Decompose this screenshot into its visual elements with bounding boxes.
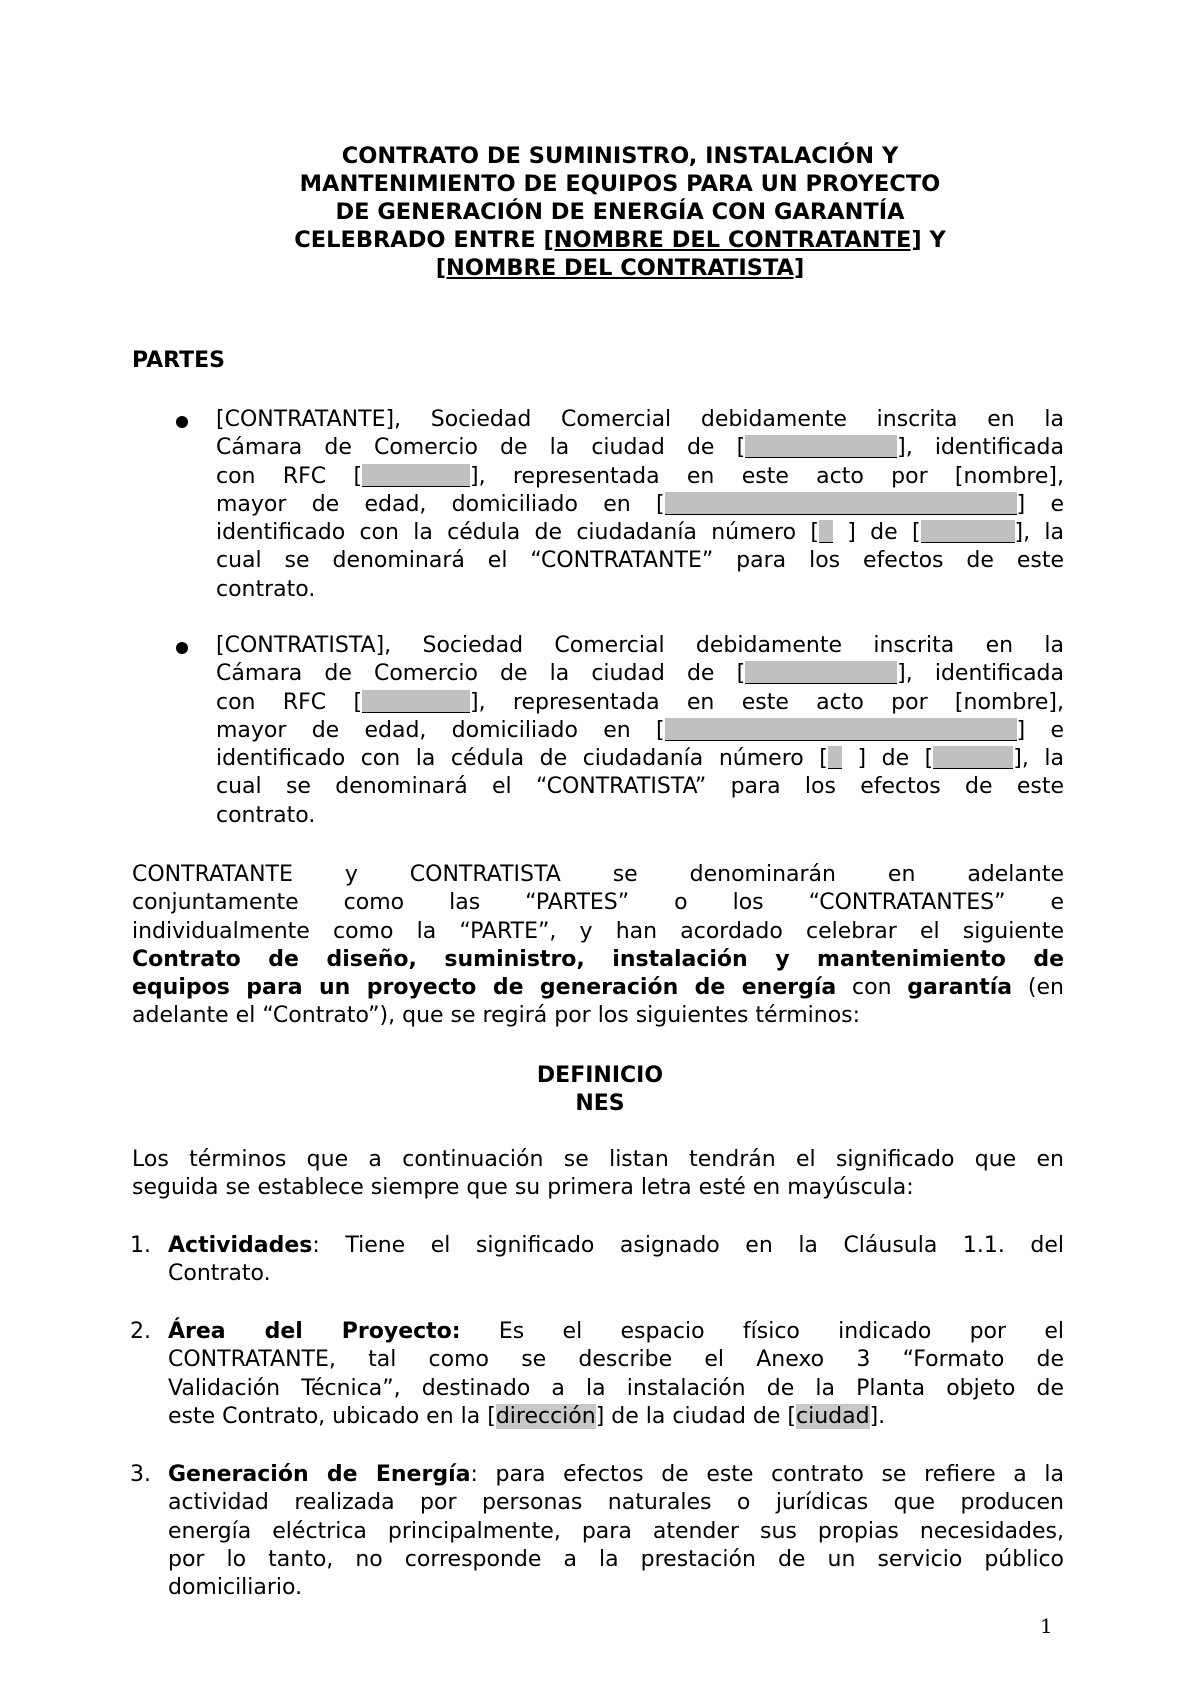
party-contratante: [CONTRATANTE], Sociedad Comercial debidamente inscrita en la Cámara de Comercio de la ciudad de [ ], identificada con RFC [ ], representada en este acto por [nombre], mayor de edad, domiciliado en [ ] e identificado con la cédula de ciudadanía número [ ] de [ ], la cual se denominará el “CONTRATANTE” para los efectos de este contrato. <box>216 407 1065 602</box>
direccion-placeholder[interactable]: dirección <box>495 1403 596 1429</box>
title-line: CONTRATO DE SUMINISTRO, INSTALACIÓN Y <box>341 143 899 169</box>
title-line: DE GENERACIÓN DE ENERGÍA CON GARANTÍA <box>335 199 905 225</box>
title-line <box>250 254 990 282</box>
title-line: MANTENIMIENTO DE EQUIPOS PARA UN PROYECTO <box>299 171 941 197</box>
definition-area-del-proyecto: Área del Proyecto: Es el espacio físico indicado por el CONTRATANTE, tal como se describe el Anexo 3 “Formato de Validación Técnica”, destinado a la instalación de la Planta objeto de este Contrato, ubicado en la [dirección] de la ciudad de [ciudad]. <box>168 1319 1064 1429</box>
bullet-icon <box>176 642 188 654</box>
city-blank-field[interactable] <box>745 435 897 458</box>
address-blank-field[interactable] <box>665 492 1017 515</box>
contratista-name-placeholder: [NOMBRE DEL CONTRATISTA] <box>435 255 805 281</box>
id-city-blank-field[interactable] <box>933 746 1013 769</box>
party-contratista: [CONTRATISTA], Sociedad Comercial debidamente inscrita en la Cámara de Comercio de la ciudad de [ ], identificada con RFC [ ], representada en este acto por [nombre], mayor de edad, domiciliado en [ ] e identificado con la cédula de ciudadanía número [ ] de [ ], la cual se denominará el “CONTRATISTA” para los efectos de este contrato. <box>216 633 1065 828</box>
item-number: 1. <box>130 1233 151 1258</box>
partes-heading: PARTES <box>132 348 225 373</box>
title-line: CELEBRADO ENTRE [NOMBRE DEL CONTRATANTE] Y <box>294 227 946 253</box>
rfc-blank-field[interactable] <box>362 464 470 487</box>
page-number: 1 <box>1040 1614 1053 1638</box>
bullet-icon <box>176 416 188 428</box>
definiciones-heading: DEFINICIO NES <box>536 1063 664 1116</box>
id-number-blank-field[interactable] <box>819 520 833 543</box>
ciudad-placeholder[interactable]: ciudad <box>796 1403 870 1429</box>
definitions-intro: Los términos que a continuación se listan tendrán el significado que en seguida se establece siempre que su primera letra esté en mayúscula: <box>132 1147 1064 1201</box>
city-blank-field[interactable] <box>745 661 897 684</box>
definition-generacion-de-energia: Generación de Energía: para efectos de este contrato se refiere a la actividad realizada por personas naturales o jurídicas que producen energía eléctrica principalmente, para atender sus propias necesidades, por lo tanto, no corresponde a la prestación de un servicio público domiciliario. <box>168 1462 1064 1601</box>
contratante-name-placeholder: [NOMBRE DEL CONTRATANTE] <box>543 227 922 253</box>
id-city-blank-field[interactable] <box>921 520 1015 543</box>
item-number: 3. <box>130 1462 151 1487</box>
intro-paragraph: CONTRATANTE y CONTRATISTA se denominarán en adelante conjuntamente como las “PARTES” o los “CONTRATANTES” e individualmente como la “PARTE”, y han acordado celebrar el siguiente Contrato de diseño, suministro, instalación y mantenimiento de equipos para un proyecto de generación de energía con garantía (en adelante el “Contrato”), que se regirá por los siguientes términos: <box>132 862 1064 1029</box>
rfc-blank-field[interactable] <box>362 690 470 713</box>
id-number-blank-field[interactable] <box>828 746 842 769</box>
item-number: 2. <box>130 1319 151 1344</box>
address-blank-field[interactable] <box>665 718 1017 741</box>
definition-actividades: Actividades: Tiene el significado asignado en la Cláusula 1.1. del Contrato. <box>168 1233 1064 1287</box>
contract-title <box>250 142 990 282</box>
